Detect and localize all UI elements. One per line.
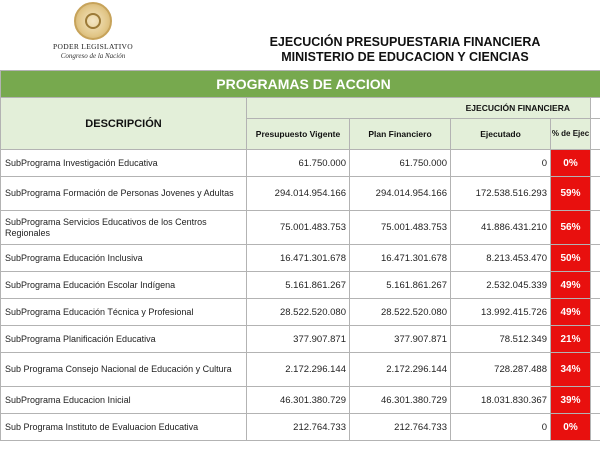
seal-icon [74,2,112,40]
table-body [1,150,600,441]
row-ejecutado: 78.512.349 [451,326,551,353]
row-description: SubPrograma Educación Inclusiva [1,245,247,272]
row-description: SubPrograma Educación Escolar Indígena [1,272,247,299]
row-plan: 294.014.954.166 [350,177,451,211]
row-plan: 75.001.483.753 [350,211,451,245]
row-pct: 50% [551,245,591,272]
row-plan: 28.522.520.080 [350,299,451,326]
row-description: SubPrograma Servicios Educativos de los Centros Regionales [1,211,247,245]
page-header [0,0,600,70]
row-pct: 56% [551,211,591,245]
logo-subtitle: Congreso de la Nación [60,52,126,60]
row-description: SubPrograma Planificación Educativa [1,326,247,353]
row-pct: 34% [551,353,591,387]
row-presupuesto: 2.172.296.144 [247,353,350,387]
pct-header: % de Ejec [551,119,591,150]
row-ejecutado: 172.538.516.293 [451,177,551,211]
row-pct: 49% [551,299,591,326]
row-description: Sub Programa Instituto de Evaluacion Educativa [1,414,247,441]
row-pct: 21% [551,326,591,353]
row-presupuesto: 294.014.954.166 [247,177,350,211]
description-header: DESCRIPCIÓN [1,98,247,150]
row-presupuesto: 46.301.380.729 [247,387,350,414]
logo-name: PODER LEGISLATIVO [53,42,133,51]
row-description: SubPrograma Educación Técnica y Profesional [1,299,247,326]
table-row [1,272,600,299]
row-plan: 46.301.380.729 [350,387,451,414]
row-edge [591,245,600,272]
row-edge [591,299,600,326]
row-ejecutado: 18.031.830.367 [451,387,551,414]
row-presupuesto: 28.522.520.080 [247,299,350,326]
row-pct: 39% [551,387,591,414]
row-plan: 377.907.871 [350,326,451,353]
row-edge [591,150,600,177]
title-line-2: MINISTERIO DE EDUCACION Y CIENCIAS [281,50,529,64]
row-plan: 5.161.861.267 [350,272,451,299]
row-plan: 212.764.733 [350,414,451,441]
row-presupuesto: 16.471.301.678 [247,245,350,272]
table-row [1,150,600,177]
row-ejecutado: 41.886.431.210 [451,211,551,245]
row-edge [591,326,600,353]
row-edge [591,177,600,211]
presupuesto-header: Presupuesto Vigente [247,119,350,150]
row-pct: 59% [551,177,591,211]
row-presupuesto: 5.161.861.267 [247,272,350,299]
row-ejecutado: 8.213.453.470 [451,245,551,272]
row-edge [591,353,600,387]
row-presupuesto: 61.750.000 [247,150,350,177]
table-row [1,177,600,211]
row-ejecutado: 13.992.415.726 [451,299,551,326]
title-line-1: EJECUCIÓN PRESUPUESTARIA FINANCIERA [269,35,541,49]
row-edge [591,414,600,441]
table-row [1,387,600,414]
row-pct: 49% [551,272,591,299]
empty-header-cell [591,119,600,150]
row-ejecutado: 728.287.488 [451,353,551,387]
row-plan: 16.471.301.678 [350,245,451,272]
table-row [1,211,600,245]
row-pct: 0% [551,150,591,177]
row-presupuesto: 212.764.733 [247,414,350,441]
budget-table [0,70,600,441]
table-band-title: PROGRAMAS DE ACCION [1,71,600,98]
table-row [1,326,600,353]
congress-logo [48,2,138,60]
row-ejecutado: 0 [451,150,551,177]
report-title [255,35,555,65]
table-row [1,353,600,387]
row-description: SubPrograma Formación de Personas Jovenes y Adultas [1,177,247,211]
row-edge [591,387,600,414]
row-edge [591,272,600,299]
table-row [1,414,600,441]
row-description: SubPrograma Investigación Educativa [1,150,247,177]
ejecucion-financiera-header: EJECUCIÓN FINANCIERA [247,98,591,119]
row-plan: 61.750.000 [350,150,451,177]
ejecutado-header: Ejecutado [451,119,551,150]
row-ejecutado: 0 [451,414,551,441]
row-presupuesto: 75.001.483.753 [247,211,350,245]
row-description: Sub Programa Consejo Nacional de Educación y Cultura [1,353,247,387]
plan-header: Plan Financiero [350,119,451,150]
row-pct: 0% [551,414,591,441]
empty-header-cell [591,98,600,119]
row-ejecutado: 2.532.045.339 [451,272,551,299]
row-presupuesto: 377.907.871 [247,326,350,353]
table-row [1,245,600,272]
row-plan: 2.172.296.144 [350,353,451,387]
table-row [1,299,600,326]
row-description: SubPrograma Educacion Inicial [1,387,247,414]
row-edge [591,211,600,245]
